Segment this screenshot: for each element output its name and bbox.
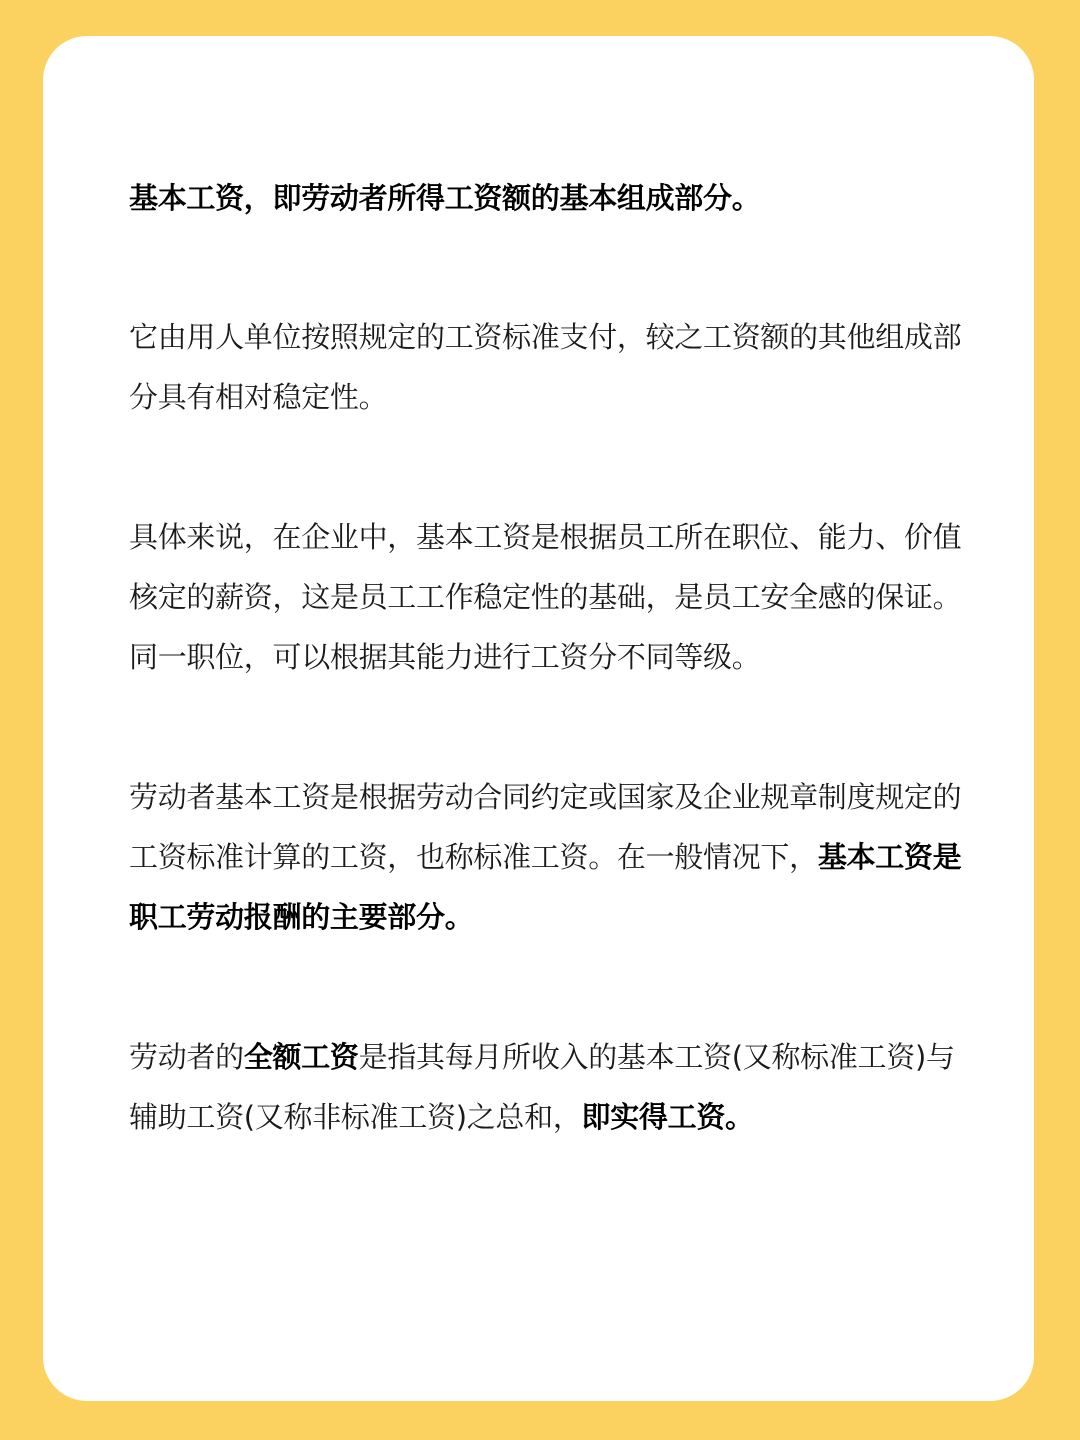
paragraph-1-bold: 基本工资，即劳动者所得工资额的基本组成部分。 xyxy=(129,181,761,215)
paragraph-2-text: 它由用人单位按照规定的工资标准支付，较之工资额的其他组成部分具有相对稳定性。 xyxy=(129,320,962,414)
paragraph-5 xyxy=(129,1027,964,1147)
paragraph-5-text-a: 劳动者的 xyxy=(129,1040,244,1074)
paragraph-5-bold-a: 全额工资 xyxy=(243,1040,359,1074)
paragraph-5-bold-b: 即实得工资。 xyxy=(581,1100,754,1134)
paragraph-3 xyxy=(129,507,964,687)
paragraph-2 xyxy=(129,307,964,427)
paragraph-4-bold: 基本工资是职工劳动报酬的主要部分。 xyxy=(129,840,962,934)
paragraph-5-text-b: 是指其每月所收入的基本工资(又称标准工资)与辅助工资(又称非标准工资)之总和， xyxy=(129,1040,955,1134)
paragraph-3-text: 具体来说，在企业中，基本工资是根据员工所在职位、能力、价值核定的薪资，这是员工工作稳定性的基础，是员工安全感的保证。同一职位，可以根据其能力进行工资分不同等级。 xyxy=(129,520,962,674)
paragraph-1 xyxy=(129,168,964,228)
content-card xyxy=(43,36,1034,1401)
paragraph-4-text: 劳动者基本工资是根据劳动合同约定或国家及企业规章制度规定的工资标准计算的工资，也称标准工资。在一般情况下， xyxy=(129,780,962,874)
paragraph-4 xyxy=(129,767,964,947)
article-body xyxy=(129,168,964,1227)
